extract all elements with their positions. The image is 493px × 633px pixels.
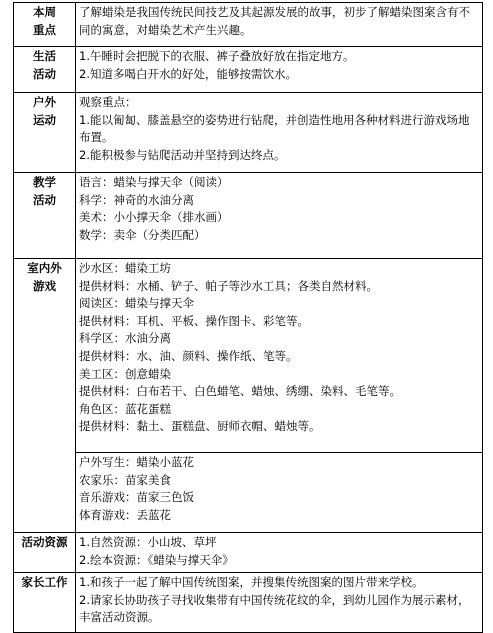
resource-item: 1.自然资源：小山坡、草坪: [79, 535, 217, 549]
row-life-activity: [14, 47, 483, 93]
label-line: 本周: [33, 5, 56, 19]
outdoor-game-item: 户外写生：蜡染小蓝花: [79, 455, 194, 469]
row-weekly-focus: [14, 3, 483, 47]
outdoor-game-item: 音乐游戏：苗家三色饭: [79, 490, 194, 505]
label-games: [14, 259, 76, 533]
area-name: 阅读区：蜡染与撑天伞: [79, 296, 194, 311]
area-name: 科学区：水油分离: [79, 331, 171, 346]
area-name: 角色区：蓝花蛋糕: [79, 401, 171, 416]
life-activity-item: 1.午睡时会把脱下的衣服、裤子叠放好放在指定地方。: [79, 49, 355, 63]
label-line: 教学: [33, 175, 56, 189]
lesson-item: 美术：小小撑天伞（排水画）: [79, 210, 229, 225]
resource-item: 2.绘本资源：《蜡染与撑天伞》: [79, 552, 234, 567]
label-line: 家长工作: [21, 575, 68, 589]
label-outdoor-activity: [14, 93, 76, 173]
row-games-indoor: [14, 259, 483, 453]
label-parents: [14, 573, 76, 633]
lesson-item: 语言：蜡染与撑天伞（阅读）: [79, 175, 229, 189]
label-line: 游戏: [33, 278, 56, 293]
observation-item: 1.能以匍匐、膝盖悬空的姿势进行钻爬，并创造性地用各种材料进行游戏场地布置。: [79, 112, 470, 145]
life-activity-item: 2.知道多喝白开水的好处，能够按需饮水。: [79, 66, 297, 81]
label-line: 室内外: [27, 261, 62, 275]
weekly-plan-table: [13, 2, 483, 633]
label-line: 重点: [33, 22, 56, 37]
area-materials: 提供材料：黏土、蛋糕盘、厨师衣帽、蜡烛等。: [79, 419, 321, 434]
row-outdoor-activity: [14, 93, 483, 173]
area-materials: 提供材料：耳机、平板、操作图卡、彩笔等。: [79, 313, 309, 328]
parent-task: 1.和孩子一起了解中国传统图案，并搜集传统图案的图片带来学校。: [79, 575, 424, 589]
area-materials: 提供材料：水、油、颜料、操作纸、笔等。: [79, 348, 298, 363]
observation-heading: 观察重点：: [79, 95, 137, 109]
area-name: 沙水区：蜡染工坊: [79, 261, 171, 275]
label-resources: [14, 533, 76, 573]
weekly-focus-content: [76, 3, 483, 47]
label-line: 生活: [33, 49, 56, 63]
teaching-activity-content: [76, 173, 483, 259]
resources-content: [76, 533, 483, 573]
label-line: 运动: [33, 112, 56, 127]
life-activity-content: [76, 47, 483, 93]
observation-item: 2.能积极参与钻爬活动并坚持到达终点。: [79, 147, 286, 162]
outdoor-game-item: 体育游戏：丢蓝花: [79, 507, 171, 522]
row-games-outdoor: [14, 453, 483, 533]
indoor-games-content: [76, 259, 483, 453]
label-life-activity: [14, 47, 76, 93]
parent-task: 2.请家长协助孩子寻找收集带有中国传统花纹的伞，到幼儿园作为展示素材，丰富活动资源。: [79, 592, 470, 625]
label-line: 户外: [33, 95, 56, 109]
weekly-focus-text: 了解蜡染是我国传统民间技艺及其起源发展的故事，初步了解蜡染图案含有不同的寓意，对蜡染艺术产生兴趣。: [79, 5, 470, 37]
area-materials: 提供材料：水桶、铲子、帕子等沙水工具；各类自然材料。: [79, 278, 378, 293]
lesson-item: 科学：神奇的水油分离: [79, 192, 194, 207]
area-name: 美工区：创意蜡染: [79, 366, 171, 381]
parents-content: [76, 573, 483, 633]
label-weekly-focus: [14, 3, 76, 47]
outdoor-games-content: [76, 453, 483, 533]
row-resources: [14, 533, 483, 573]
outdoor-activity-content: [76, 93, 483, 173]
area-materials: 提供材料：白布若干、白色蜡笔、蜡烛、绣绷、染料、毛笔等。: [79, 384, 401, 399]
label-line: 活动: [33, 192, 56, 207]
label-line: 活动: [33, 66, 56, 81]
row-parents: [14, 573, 483, 633]
row-teaching-activity: [14, 173, 483, 259]
label-teaching-activity: [14, 173, 76, 259]
outdoor-game-item: 农家乐：苗家美食: [79, 472, 171, 487]
label-line: 活动资源: [21, 535, 68, 549]
lesson-item: 数学：卖伞（分类匹配）: [79, 227, 206, 242]
